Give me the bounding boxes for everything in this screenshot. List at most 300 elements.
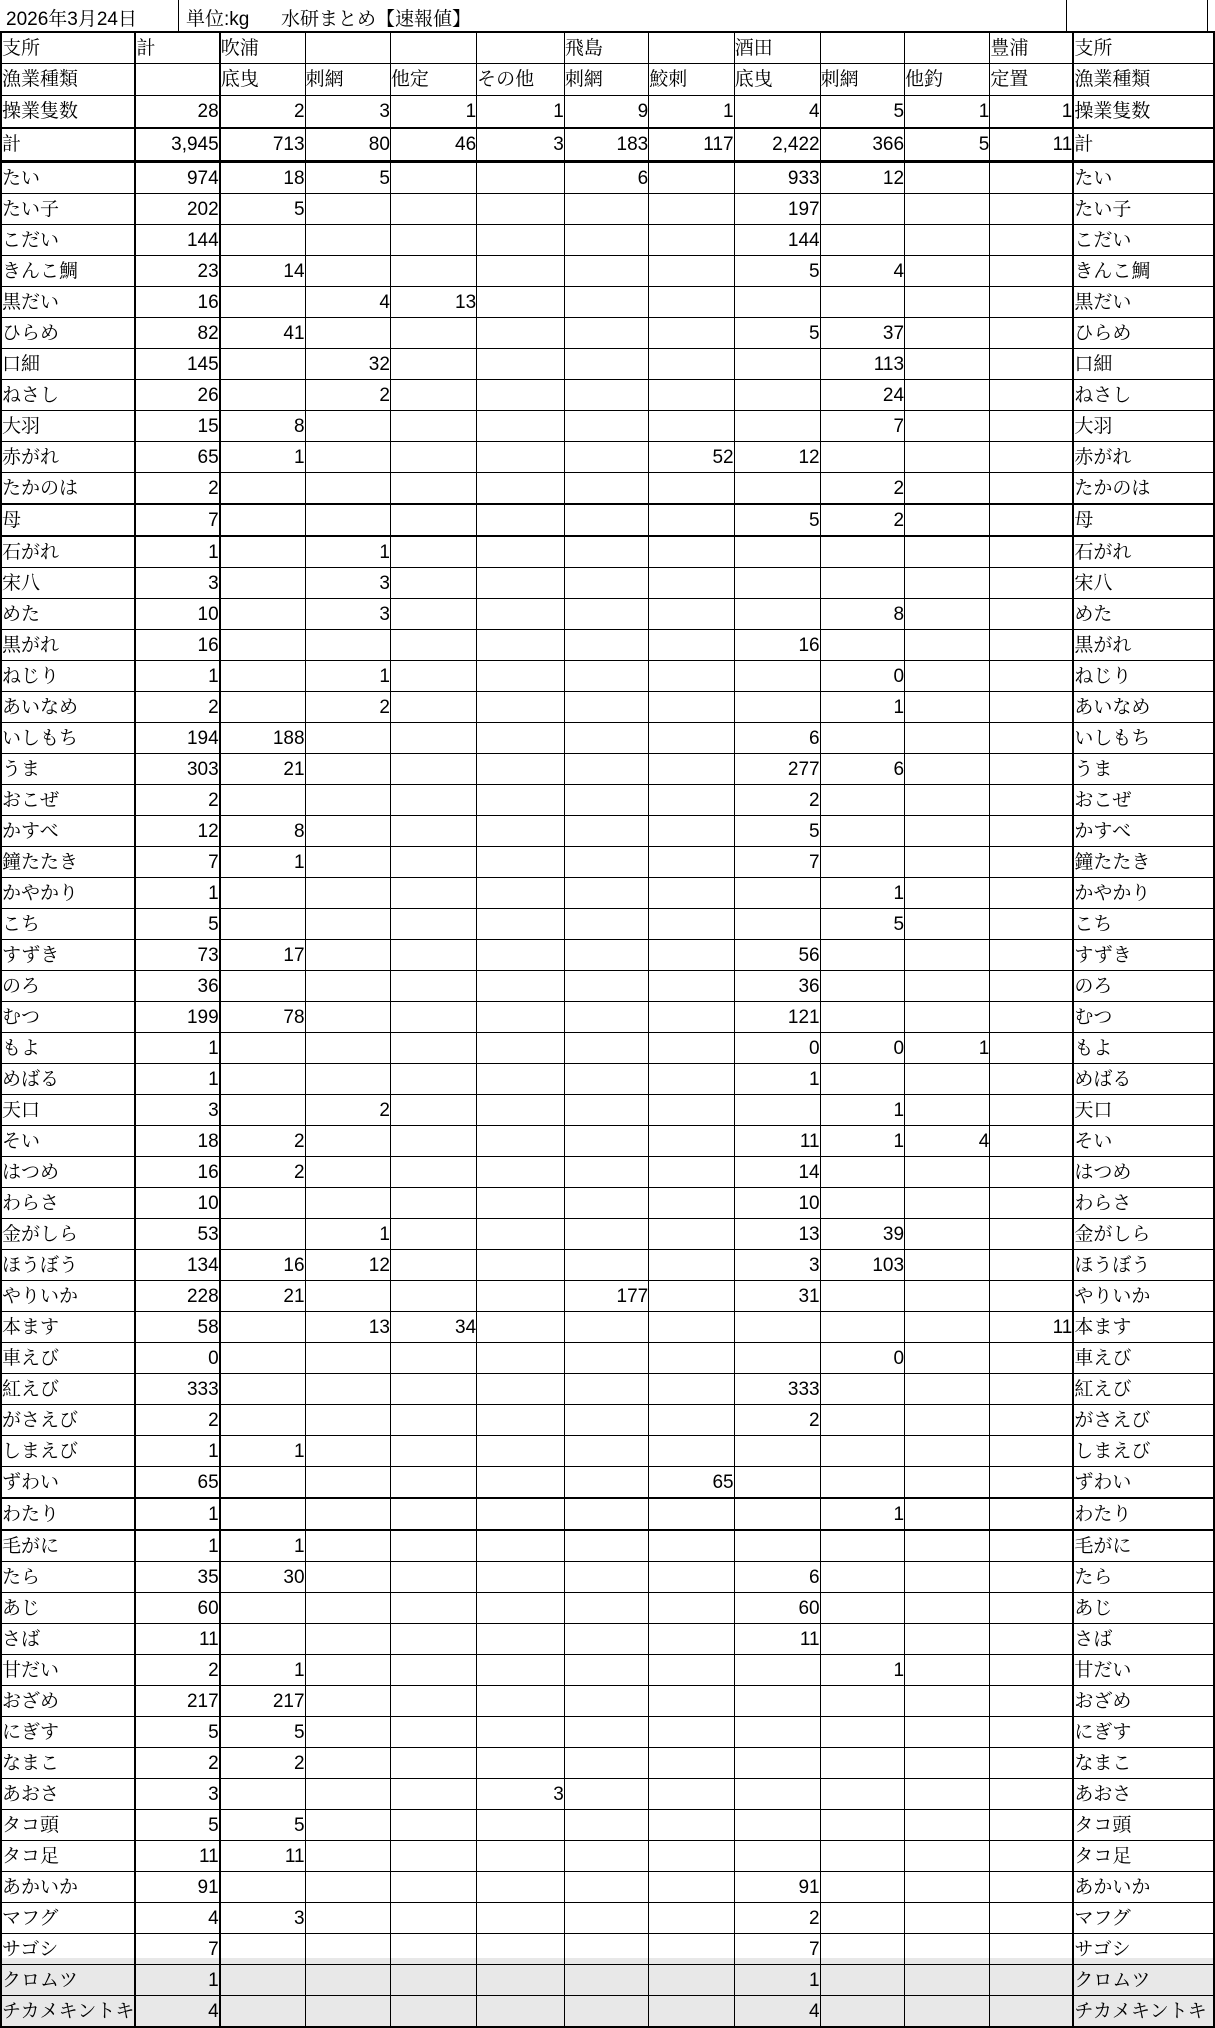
- row-label-left: 口細: [1, 349, 135, 380]
- row-label-right: 赤がれ: [1073, 442, 1214, 473]
- catch-tazuri: [905, 380, 990, 411]
- table-row: [1, 318, 1214, 349]
- row-label-right: もよ: [1073, 1033, 1214, 1064]
- catch-samezashi: [649, 1436, 734, 1467]
- table-row: [1, 1934, 1214, 1965]
- catch-tobishima-sashiami: [564, 504, 648, 536]
- table-row: [1, 1624, 1214, 1655]
- catch-samezashi: [649, 1281, 734, 1312]
- catch-teichi: [990, 1188, 1074, 1219]
- catch-tobishima-sashiami: [564, 1250, 648, 1281]
- total-total: 3,945: [135, 128, 219, 162]
- catch-sakata-sokobiki: [734, 380, 820, 411]
- catch-tazuri: [905, 162, 990, 194]
- catch-tazuri: [905, 1095, 990, 1126]
- catch-total: 145: [135, 349, 219, 380]
- catch-sakata-sokobiki: [734, 1841, 820, 1872]
- catch-sakata-sokobiki: [734, 1686, 820, 1717]
- catch-tazuri: [905, 847, 990, 878]
- catch-sonota: [477, 1250, 565, 1281]
- row-label-left: のろ: [1, 971, 135, 1002]
- catch-sonota: [477, 1498, 565, 1530]
- catch-sonota: 3: [477, 1779, 565, 1810]
- catch-tatei: [390, 1064, 476, 1095]
- row-label-left: もよ: [1, 1033, 135, 1064]
- row-label-right: タコ頭: [1073, 1810, 1214, 1841]
- row-label-left: 甘だい: [1, 1655, 135, 1686]
- catch-sakata-sokobiki: 121: [734, 1002, 820, 1033]
- catch-sakata-sashiami: [820, 442, 904, 473]
- catch-tazuri: [905, 1624, 990, 1655]
- catch-teichi: [990, 1748, 1074, 1779]
- row-label-left: はつめ: [1, 1157, 135, 1188]
- table-row: [1, 194, 1214, 225]
- catch-total: 60: [135, 1593, 219, 1624]
- catch-fukuura-sashiami: 13: [305, 1312, 390, 1343]
- gear-header-sonota: その他: [477, 64, 565, 96]
- catch-tatei: [390, 1810, 476, 1841]
- row-label-right: チカメキントキ: [1073, 1996, 1214, 2028]
- catch-fukuura-sashiami: 3: [305, 599, 390, 630]
- catch-sakata-sokobiki: 11: [734, 1624, 820, 1655]
- table-row: [1, 1655, 1214, 1686]
- catch-sakata-sashiami: [820, 1903, 904, 1934]
- catch-sonota: [477, 1467, 565, 1499]
- catch-tobishima-sashiami: [564, 1157, 648, 1188]
- catch-teichi: [990, 1250, 1074, 1281]
- total-tobishima-sashiami: 183: [564, 128, 648, 162]
- row-label-right: 石がれ: [1073, 536, 1214, 568]
- catch-tazuri: [905, 256, 990, 287]
- catch-samezashi: [649, 723, 734, 754]
- r-vessels-row: [1, 96, 1214, 129]
- catch-sonota: [477, 225, 565, 256]
- catch-tazuri: [905, 442, 990, 473]
- catch-total: 91: [135, 1872, 219, 1903]
- row-label-left: サゴシ: [1, 1934, 135, 1965]
- catch-sakata-sashiami: 1: [820, 1655, 904, 1686]
- catch-fukuura-sokobiki: 5: [220, 1810, 305, 1841]
- row-label-left: 大羽: [1, 411, 135, 442]
- row-label-right: かすべ: [1073, 816, 1214, 847]
- catch-tobishima-sashiami: 6: [564, 162, 648, 194]
- catch-samezashi: [649, 599, 734, 630]
- catch-sakata-sashiami: [820, 1624, 904, 1655]
- row-label-right: こだい: [1073, 225, 1214, 256]
- catch-teichi: [990, 1064, 1074, 1095]
- catch-sonota: [477, 568, 565, 599]
- table-row: [1, 1748, 1214, 1779]
- catch-tazuri: [905, 754, 990, 785]
- row-label-right: 支所: [1073, 32, 1214, 64]
- catch-teichi: [990, 1343, 1074, 1374]
- catch-samezashi: [649, 1250, 734, 1281]
- catch-sakata-sashiami: 6: [820, 754, 904, 785]
- catch-sakata-sashiami: 1: [820, 878, 904, 909]
- catch-tobishima-sashiami: [564, 1686, 648, 1717]
- catch-sonota: [477, 599, 565, 630]
- row-label-right: ひらめ: [1073, 318, 1214, 349]
- row-label-left: たら: [1, 1562, 135, 1593]
- row-label-left: 車えび: [1, 1343, 135, 1374]
- catch-sonota: [477, 162, 565, 194]
- table-row: [1, 1095, 1214, 1126]
- row-label-right: たかのは: [1073, 473, 1214, 505]
- catch-tatei: [390, 1374, 476, 1405]
- row-label-left: タコ頭: [1, 1810, 135, 1841]
- catch-fukuura-sashiami: [305, 1033, 390, 1064]
- catch-tazuri: 4: [905, 1126, 990, 1157]
- catch-total: 16: [135, 287, 219, 318]
- vessels-samezashi: 1: [649, 96, 734, 129]
- catch-teichi: [990, 1717, 1074, 1748]
- catch-samezashi: [649, 1312, 734, 1343]
- catch-sakata-sokobiki: [734, 287, 820, 318]
- catch-fukuura-sokobiki: [220, 785, 305, 816]
- table-row: [1, 473, 1214, 505]
- table-row: [1, 442, 1214, 473]
- catch-fukuura-sashiami: [305, 1126, 390, 1157]
- catch-sonota: [477, 661, 565, 692]
- catch-sakata-sokobiki: [734, 1467, 820, 1499]
- catch-fukuura-sashiami: [305, 1374, 390, 1405]
- catch-fukuura-sashiami: [305, 1717, 390, 1748]
- row-label-right: 黒がれ: [1073, 630, 1214, 661]
- catch-teichi: [990, 568, 1074, 599]
- catch-tatei: [390, 1002, 476, 1033]
- catch-tobishima-sashiami: [564, 349, 648, 380]
- catch-total: 1: [135, 1064, 219, 1095]
- catch-tazuri: [905, 599, 990, 630]
- catch-sakata-sokobiki: 2: [734, 785, 820, 816]
- catch-fukuura-sashiami: [305, 442, 390, 473]
- catch-fukuura-sokobiki: [220, 1312, 305, 1343]
- table-row: [1, 692, 1214, 723]
- gear-header-tobishima-sashiami: 刺網: [564, 64, 648, 96]
- catch-teichi: [990, 411, 1074, 442]
- catch-total: 2: [135, 1748, 219, 1779]
- catch-tazuri: [905, 692, 990, 723]
- catch-fukuura-sashiami: [305, 1002, 390, 1033]
- total-tatei: 46: [390, 128, 476, 162]
- catch-samezashi: [649, 1841, 734, 1872]
- catch-fukuura-sashiami: [305, 1467, 390, 1499]
- gear-header-sakata-sokobiki: 底曳: [734, 64, 820, 96]
- branch-header-fukuura-sokobiki: 吹浦: [220, 32, 305, 64]
- catch-teichi: [990, 599, 1074, 630]
- catch-tazuri: [905, 785, 990, 816]
- catch-sakata-sokobiki: [734, 349, 820, 380]
- catch-fukuura-sokobiki: 1: [220, 847, 305, 878]
- catch-fukuura-sashiami: [305, 816, 390, 847]
- catch-sonota: [477, 411, 565, 442]
- catch-tobishima-sashiami: [564, 473, 648, 505]
- catch-sakata-sashiami: [820, 1467, 904, 1499]
- table-row: [1, 630, 1214, 661]
- table-row: [1, 1996, 1214, 2028]
- catch-total: 202: [135, 194, 219, 225]
- catch-total: 5: [135, 1717, 219, 1748]
- catch-total: 26: [135, 380, 219, 411]
- table-row: [1, 1467, 1214, 1499]
- row-label-right: 鐘たたき: [1073, 847, 1214, 878]
- table-row: [1, 1188, 1214, 1219]
- catch-sakata-sashiami: [820, 1841, 904, 1872]
- catch-tazuri: [905, 971, 990, 1002]
- row-label-left: きんこ鯛: [1, 256, 135, 287]
- catch-tobishima-sashiami: [564, 225, 648, 256]
- catch-tobishima-sashiami: [564, 1624, 648, 1655]
- catch-sakata-sashiami: 0: [820, 1033, 904, 1064]
- catch-fukuura-sashiami: 2: [305, 1095, 390, 1126]
- row-label-left: こだい: [1, 225, 135, 256]
- catch-total: 7: [135, 504, 219, 536]
- catch-sakata-sokobiki: [734, 661, 820, 692]
- catch-tobishima-sashiami: [564, 1312, 648, 1343]
- catch-tazuri: [905, 536, 990, 568]
- catch-tobishima-sashiami: [564, 1498, 648, 1530]
- catch-fukuura-sashiami: 2: [305, 692, 390, 723]
- catch-tatei: [390, 1779, 476, 1810]
- catch-teichi: [990, 473, 1074, 505]
- catch-fukuura-sashiami: 32: [305, 349, 390, 380]
- catch-samezashi: [649, 692, 734, 723]
- catch-fukuura-sashiami: [305, 1593, 390, 1624]
- catch-sonota: [477, 630, 565, 661]
- catch-sakata-sashiami: [820, 194, 904, 225]
- catch-total: 5: [135, 909, 219, 940]
- catch-sonota: [477, 971, 565, 1002]
- catch-teichi: [990, 442, 1074, 473]
- catch-samezashi: [649, 1624, 734, 1655]
- branch-header-sakata-sashiami: [820, 32, 904, 64]
- catch-tatei: [390, 380, 476, 411]
- branch-header-tazuri: [905, 32, 990, 64]
- catch-tatei: [390, 1934, 476, 1965]
- table-row: [1, 1436, 1214, 1467]
- catch-sakata-sashiami: [820, 1002, 904, 1033]
- catch-sakata-sashiami: [820, 1810, 904, 1841]
- catch-total: 2: [135, 473, 219, 505]
- catch-total: 0: [135, 1343, 219, 1374]
- catch-sonota: [477, 1033, 565, 1064]
- catch-sakata-sashiami: [820, 1530, 904, 1562]
- title-row: [0, 0, 1215, 31]
- catch-tatei: [390, 847, 476, 878]
- catch-fukuura-sokobiki: [220, 568, 305, 599]
- catch-sakata-sokobiki: 2: [734, 1405, 820, 1436]
- catch-fukuura-sokobiki: [220, 1593, 305, 1624]
- catch-fukuura-sokobiki: [220, 536, 305, 568]
- catch-tobishima-sashiami: [564, 630, 648, 661]
- catch-sakata-sokobiki: 10: [734, 1188, 820, 1219]
- total-fukuura-sokobiki: 713: [220, 128, 305, 162]
- catch-sonota: [477, 1748, 565, 1779]
- catch-total: 333: [135, 1374, 219, 1405]
- catch-fukuura-sokobiki: [220, 1965, 305, 1996]
- catch-fukuura-sokobiki: 2: [220, 1126, 305, 1157]
- table-row: [1, 1033, 1214, 1064]
- catch-fukuura-sashiami: [305, 723, 390, 754]
- catch-samezashi: [649, 1157, 734, 1188]
- catch-sakata-sokobiki: 0: [734, 1033, 820, 1064]
- catch-tatei: [390, 411, 476, 442]
- catch-sonota: [477, 1002, 565, 1033]
- catch-fukuura-sokobiki: [220, 1095, 305, 1126]
- catch-tobishima-sashiami: [564, 661, 648, 692]
- catch-teichi: [990, 380, 1074, 411]
- catch-total: 2: [135, 1655, 219, 1686]
- catch-tobishima-sashiami: [564, 1530, 648, 1562]
- catch-tatei: [390, 256, 476, 287]
- catch-samezashi: [649, 380, 734, 411]
- gear-header-sakata-sashiami: 刺網: [820, 64, 904, 96]
- catch-tazuri: [905, 1405, 990, 1436]
- catch-fukuura-sashiami: [305, 1810, 390, 1841]
- catch-tobishima-sashiami: [564, 1779, 648, 1810]
- catch-fukuura-sashiami: [305, 194, 390, 225]
- catch-sakata-sashiami: 24: [820, 380, 904, 411]
- catch-sakata-sokobiki: 56: [734, 940, 820, 971]
- catch-samezashi: [649, 1374, 734, 1405]
- catch-total: 199: [135, 1002, 219, 1033]
- catch-total: 1: [135, 878, 219, 909]
- catch-sakata-sashiami: [820, 1436, 904, 1467]
- catch-tobishima-sashiami: [564, 1343, 648, 1374]
- row-label-right: タコ足: [1073, 1841, 1214, 1872]
- table-row: [1, 1593, 1214, 1624]
- catch-tobishima-sashiami: [564, 1562, 648, 1593]
- row-label-left: 本ます: [1, 1312, 135, 1343]
- row-label-right: マフグ: [1073, 1903, 1214, 1934]
- catch-samezashi: [649, 1064, 734, 1095]
- catch-tazuri: [905, 568, 990, 599]
- catch-tazuri: [905, 1530, 990, 1562]
- catch-tatei: [390, 785, 476, 816]
- table-row: [1, 940, 1214, 971]
- table-row: [1, 1219, 1214, 1250]
- catch-tobishima-sashiami: [564, 1965, 648, 1996]
- branch-header-teichi: 豊浦: [990, 32, 1074, 64]
- catch-fukuura-sashiami: 2: [305, 380, 390, 411]
- branch-header-sakata-sokobiki: 酒田: [734, 32, 820, 64]
- catch-fukuura-sokobiki: [220, 1064, 305, 1095]
- catch-sakata-sokobiki: 60: [734, 1593, 820, 1624]
- catch-tobishima-sashiami: [564, 318, 648, 349]
- catch-total: 10: [135, 1188, 219, 1219]
- catch-sakata-sokobiki: 91: [734, 1872, 820, 1903]
- catch-fukuura-sashiami: 1: [305, 1219, 390, 1250]
- row-label-right: すずき: [1073, 940, 1214, 971]
- total-tazuri: 5: [905, 128, 990, 162]
- table-row: [1, 1405, 1214, 1436]
- catch-samezashi: [649, 1002, 734, 1033]
- catch-fukuura-sokobiki: [220, 878, 305, 909]
- table-row: [1, 1965, 1214, 1996]
- catch-tobishima-sashiami: [564, 1095, 648, 1126]
- catch-fukuura-sashiami: [305, 1996, 390, 2028]
- catch-tatei: [390, 1996, 476, 2028]
- catch-fukuura-sashiami: [305, 1498, 390, 1530]
- table-row: [1, 256, 1214, 287]
- catch-tazuri: [905, 1157, 990, 1188]
- catch-fukuura-sokobiki: 17: [220, 940, 305, 971]
- row-label-left: めた: [1, 599, 135, 630]
- catch-sakata-sashiami: 0: [820, 661, 904, 692]
- row-label-left: 毛がに: [1, 1530, 135, 1562]
- catch-tatei: [390, 318, 476, 349]
- catch-sakata-sashiami: [820, 1965, 904, 1996]
- catch-tatei: [390, 1405, 476, 1436]
- catch-samezashi: [649, 1498, 734, 1530]
- catch-samezashi: [649, 1126, 734, 1157]
- row-label-left: あかいか: [1, 1872, 135, 1903]
- catch-tatei: [390, 1872, 476, 1903]
- branch-header-total: 計: [135, 32, 219, 64]
- catch-tatei: [390, 1841, 476, 1872]
- branch-header-tobishima-sashiami: 飛島: [564, 32, 648, 64]
- catch-tatei: [390, 1655, 476, 1686]
- catch-teichi: [990, 1810, 1074, 1841]
- catch-sonota: [477, 504, 565, 536]
- catch-sakata-sashiami: 0: [820, 1343, 904, 1374]
- table-row: [1, 1126, 1214, 1157]
- catch-total: 4: [135, 1996, 219, 2028]
- row-label-left: マフグ: [1, 1903, 135, 1934]
- catch-fukuura-sashiami: [305, 1064, 390, 1095]
- catch-tobishima-sashiami: [564, 971, 648, 1002]
- catch-tatei: [390, 194, 476, 225]
- catch-tatei: [390, 1188, 476, 1219]
- catch-sonota: [477, 692, 565, 723]
- catch-tobishima-sashiami: [564, 1934, 648, 1965]
- catch-teichi: [990, 536, 1074, 568]
- catch-tazuri: [905, 1655, 990, 1686]
- catch-sonota: [477, 1530, 565, 1562]
- catch-sakata-sashiami: [820, 536, 904, 568]
- catch-teichi: [990, 661, 1074, 692]
- catch-tazuri: [905, 1281, 990, 1312]
- catch-sakata-sashiami: [820, 1064, 904, 1095]
- catch-sakata-sokobiki: 31: [734, 1281, 820, 1312]
- r-branch-row: [1, 32, 1214, 64]
- catch-teichi: [990, 162, 1074, 194]
- catch-sonota: [477, 1405, 565, 1436]
- table-row: [1, 1064, 1214, 1095]
- catch-fukuura-sokobiki: 30: [220, 1562, 305, 1593]
- catch-teichi: [990, 256, 1074, 287]
- catch-sakata-sashiami: [820, 1748, 904, 1779]
- catch-tatei: [390, 1095, 476, 1126]
- catch-fukuura-sashiami: [305, 630, 390, 661]
- catch-fukuura-sashiami: [305, 225, 390, 256]
- catch-teichi: [990, 1624, 1074, 1655]
- row-label-right: サゴシ: [1073, 1934, 1214, 1965]
- catch-total: 10: [135, 599, 219, 630]
- catch-samezashi: [649, 1593, 734, 1624]
- catch-tazuri: [905, 661, 990, 692]
- catch-sonota: [477, 785, 565, 816]
- row-label-right: わらさ: [1073, 1188, 1214, 1219]
- catch-tobishima-sashiami: [564, 1219, 648, 1250]
- catch-tatei: [390, 1530, 476, 1562]
- catch-tatei: [390, 568, 476, 599]
- row-label-right: 宋八: [1073, 568, 1214, 599]
- catch-teichi: [990, 1436, 1074, 1467]
- r-total-row: [1, 128, 1214, 162]
- catch-sakata-sashiami: 1: [820, 1498, 904, 1530]
- catch-fukuura-sashiami: [305, 1686, 390, 1717]
